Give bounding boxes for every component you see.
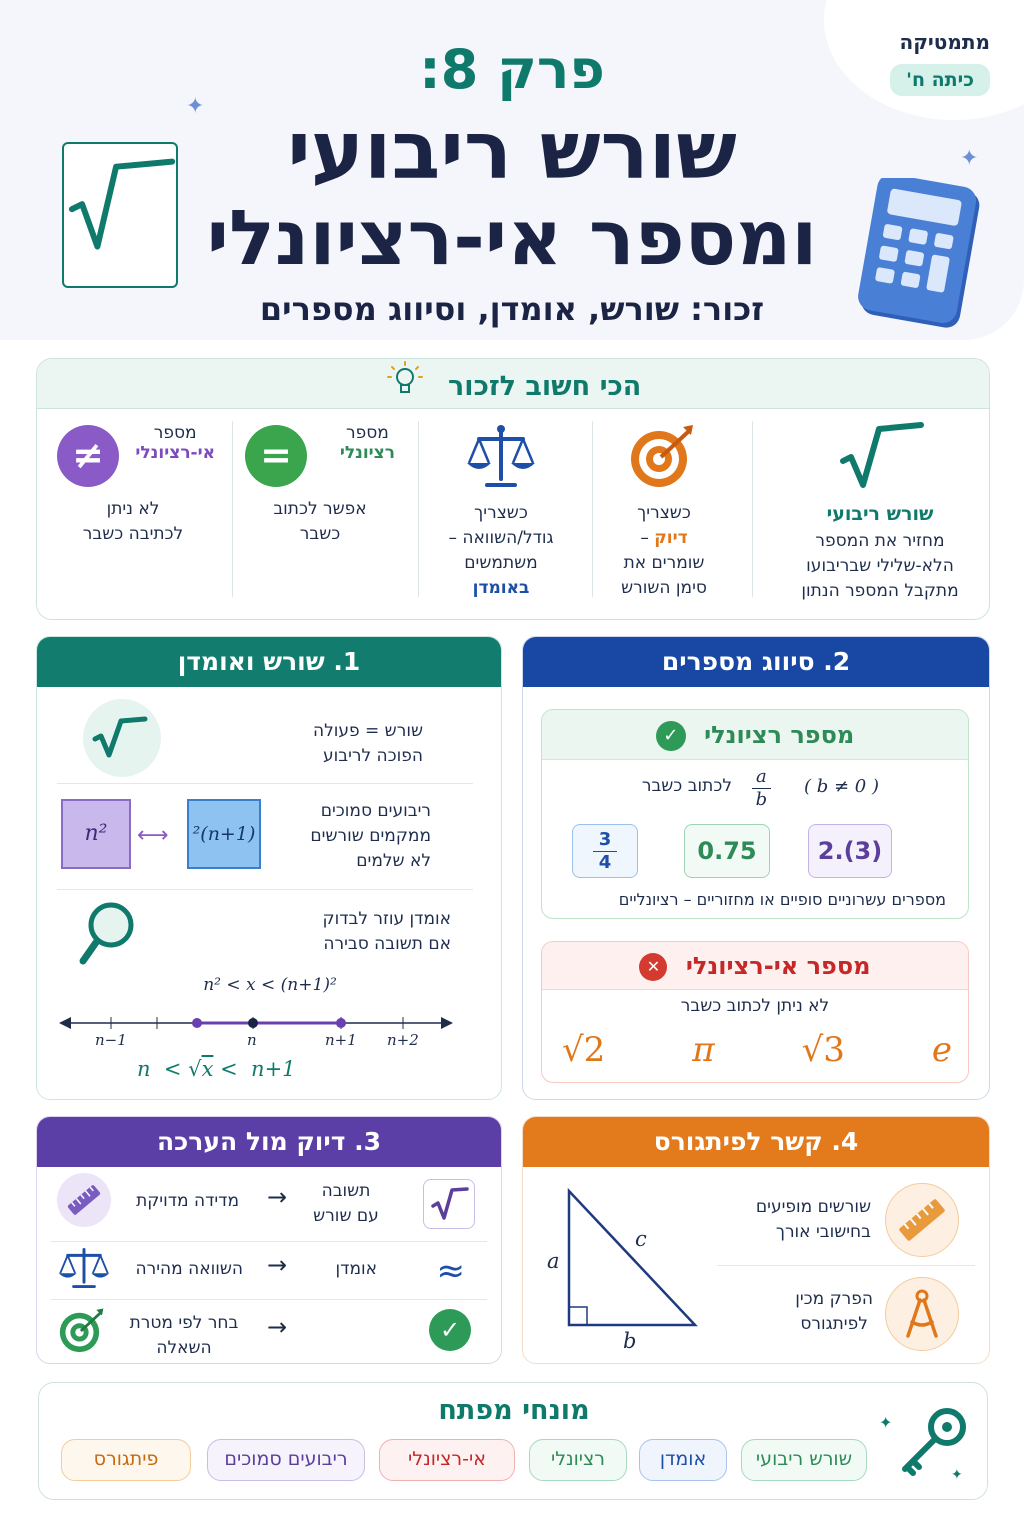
important-title: הכי חשוב לזכור — [448, 371, 642, 402]
section4-title: 4. קשר לפיתגורס — [523, 1117, 989, 1167]
choose-by-goal: בחר לפי מטרת השאלה — [129, 1313, 239, 1358]
subject-label: מתמטיקה — [899, 30, 990, 54]
precision-highlight: דיוק — [654, 528, 688, 548]
double-arrow-icon: ⟷ — [137, 823, 169, 848]
example-fraction-3-4: 3 4 — [572, 824, 638, 878]
ruler-icon — [57, 1173, 111, 1227]
section1-row1-text: שורש = פעולה הפוכה לריבוע — [312, 721, 423, 766]
lightbulb-icon — [385, 359, 425, 416]
estimate-highlight: באומדן — [472, 578, 530, 598]
key-icon — [889, 1397, 979, 1491]
irrational-card-header — [542, 942, 968, 990]
divider — [592, 421, 593, 597]
sqrt-item-text: מתקבל המספר הנתון — [801, 581, 959, 601]
sqrt-icon — [835, 421, 925, 493]
fraction-a-over-b: a b — [752, 766, 771, 811]
rational-text: כשבר — [299, 524, 341, 544]
square-n-plus-1: (n+1)² — [187, 799, 261, 869]
calculator-icon — [856, 178, 982, 336]
divider — [51, 1299, 487, 1300]
divider — [51, 1241, 487, 1242]
sparkle-icon: ✦ — [960, 146, 979, 171]
important-item-precision — [589, 421, 739, 601]
arrow-icon: → — [267, 1313, 288, 1341]
axis-label: n+2 — [387, 1031, 419, 1049]
exact-measure: מדידה מדויקת — [136, 1191, 239, 1211]
sqrt-item-text: מחזיר את המספר — [815, 531, 945, 551]
root-inequality: n < √x < n+1 — [137, 1057, 296, 1081]
rational-card — [541, 709, 969, 919]
estimate-text: גודל/השוואה – — [448, 528, 554, 548]
roots-in-lengths: שורשים מופיעים בחישובי אורך — [755, 1197, 871, 1242]
estimate-text: כשצריך — [474, 503, 528, 523]
not-equal-icon: ≠ — [57, 425, 119, 487]
irrational-card-title: מספר אי-רציונלי — [685, 952, 871, 980]
side-a-label: a — [547, 1249, 560, 1273]
right-triangle — [543, 1183, 713, 1353]
scale-icon — [57, 1245, 111, 1295]
compass-icon — [885, 1277, 959, 1351]
important-item-sqrt — [785, 421, 975, 601]
example-sqrt3: √3 — [801, 1030, 845, 1070]
important-item-estimate — [421, 421, 581, 601]
divider — [57, 783, 473, 784]
axis-label: n+1 — [325, 1031, 357, 1049]
example-sqrt2: √2 — [562, 1030, 606, 1070]
section-pythagoras — [522, 1116, 990, 1364]
divider — [57, 889, 473, 890]
scale-icon — [465, 421, 537, 493]
precision-dash: – — [640, 528, 649, 548]
approx-icon: ≈ — [436, 1251, 465, 1291]
answer-with-root: תשובה עם שורש — [313, 1181, 379, 1226]
section3-title: 3. דיוק מול הערכה — [37, 1117, 501, 1167]
square-n: n² — [61, 799, 131, 869]
rational-text: אפשר לכתוב — [273, 499, 367, 519]
section-root-estimate — [36, 636, 502, 1100]
page-title-line1: שורש ריבועי — [287, 104, 737, 197]
irrational-card — [541, 941, 969, 1083]
page-title-line2: ומספר אי-רציונלי — [206, 193, 818, 282]
section1-row2-text: ריבועים סמוכים ממקמים שורשים לא שלמים — [310, 801, 431, 871]
check-circle-icon: ✓ — [656, 721, 686, 751]
divider — [232, 421, 233, 597]
equals-icon: = — [245, 425, 307, 487]
section-precision-vs-estimate — [36, 1116, 502, 1364]
chapter-prepares: הפרק מכין לפיתגורס — [795, 1289, 873, 1334]
sqrt-icon — [64, 144, 176, 286]
example-repeating: 2.(3) — [808, 824, 892, 878]
side-c-label: c — [635, 1227, 647, 1251]
example-decimal: 0.75 — [684, 824, 770, 878]
key-term-chip: אומדן — [639, 1439, 727, 1481]
divider — [418, 421, 419, 597]
rational-label-highlight: רציונלי — [339, 443, 395, 463]
estimate-text: משתמשים — [464, 553, 538, 573]
key-term-chip: פיתגורס — [61, 1439, 191, 1481]
key-term-chip: אי-רציונלי — [379, 1439, 515, 1481]
target-icon — [57, 1305, 109, 1361]
remember-subtitle: זכור: שורש, אומדן, וסיווג מספרים — [259, 290, 765, 328]
key-terms-title: מונחי מפתח — [438, 1395, 590, 1426]
fraction-condition: ( b ≠ 0 ) — [804, 776, 879, 797]
section2-title: 2. סיווג מספרים — [523, 637, 989, 687]
arrow-icon: → — [267, 1251, 288, 1279]
rational-note: מספרים עשרוניים סופיים או מחזוריים – רציונליים — [618, 890, 946, 909]
rational-label: מספר — [346, 423, 389, 443]
important-header — [37, 359, 989, 409]
sqrt-logo-box — [62, 142, 178, 288]
sqrt-icon — [423, 1179, 475, 1229]
estimate-label: אומדן — [335, 1259, 377, 1279]
sqrt-item-title: שורש ריבועי — [826, 503, 934, 525]
example-e: e — [931, 1030, 952, 1070]
precision-text: שומרים את — [623, 553, 705, 573]
quick-compare: השוואה מהירה — [135, 1259, 243, 1279]
key-term-chip: שורש ריבועי — [741, 1439, 867, 1481]
sqrt-icon — [83, 699, 161, 777]
precision-text: כשצריך — [637, 503, 691, 523]
magnifier-icon — [77, 899, 139, 973]
key-term-chip: רציונלי — [529, 1439, 627, 1481]
irrational-examples — [562, 1030, 952, 1070]
key-term-chip: ריבועים סמוכים — [207, 1439, 365, 1481]
target-icon — [627, 421, 701, 493]
sqrt-item-text: הלא-שלילי שבריבועו — [806, 556, 954, 576]
x-circle-icon: ✕ — [639, 953, 667, 981]
important-item-irrational — [47, 421, 219, 601]
sparkle-icon: ✦ — [879, 1413, 893, 1432]
axis-label: n−1 — [95, 1031, 127, 1049]
key-terms-section — [38, 1382, 988, 1500]
irrational-note: לא ניתן לכתוב כשבר — [680, 996, 830, 1016]
section-number-classification — [522, 636, 990, 1100]
inequality-formula: n² < x < (n+1)² — [203, 975, 337, 995]
irrational-text: לכתיבה כשבר — [82, 524, 184, 544]
rational-card-title: מספר רציונלי — [704, 721, 855, 749]
sparkle-icon: ✦ — [186, 94, 205, 119]
write-as-fraction: לכתוב כשבר — [641, 776, 732, 796]
irrational-label-highlight: אי-רציונלי — [135, 443, 215, 463]
check-circle-icon: ✓ — [429, 1309, 471, 1351]
ruler-icon — [885, 1183, 959, 1257]
divider — [717, 1265, 975, 1266]
section1-row3-text: אומדן עוזר לבדוק אם תשובה סבירה — [322, 909, 451, 954]
rational-card-header — [542, 710, 968, 760]
axis-label: n — [247, 1031, 257, 1049]
sparkle-icon: ✦ — [951, 1467, 963, 1483]
precision-text: סימן השורש — [621, 578, 707, 598]
divider — [752, 421, 753, 597]
side-b-label: b — [623, 1329, 637, 1353]
grade-badge: כיתה ח' — [890, 64, 990, 96]
important-item-rational — [235, 421, 405, 601]
example-pi: π — [692, 1030, 715, 1070]
irrational-text: לא ניתן — [106, 499, 160, 519]
important-section — [36, 358, 990, 620]
arrow-icon: → — [267, 1183, 288, 1211]
irrational-label: מספר — [153, 423, 197, 443]
chapter-label: פרק 8: — [419, 38, 605, 101]
section1-title: 1. שורש ואומדן — [37, 637, 501, 687]
